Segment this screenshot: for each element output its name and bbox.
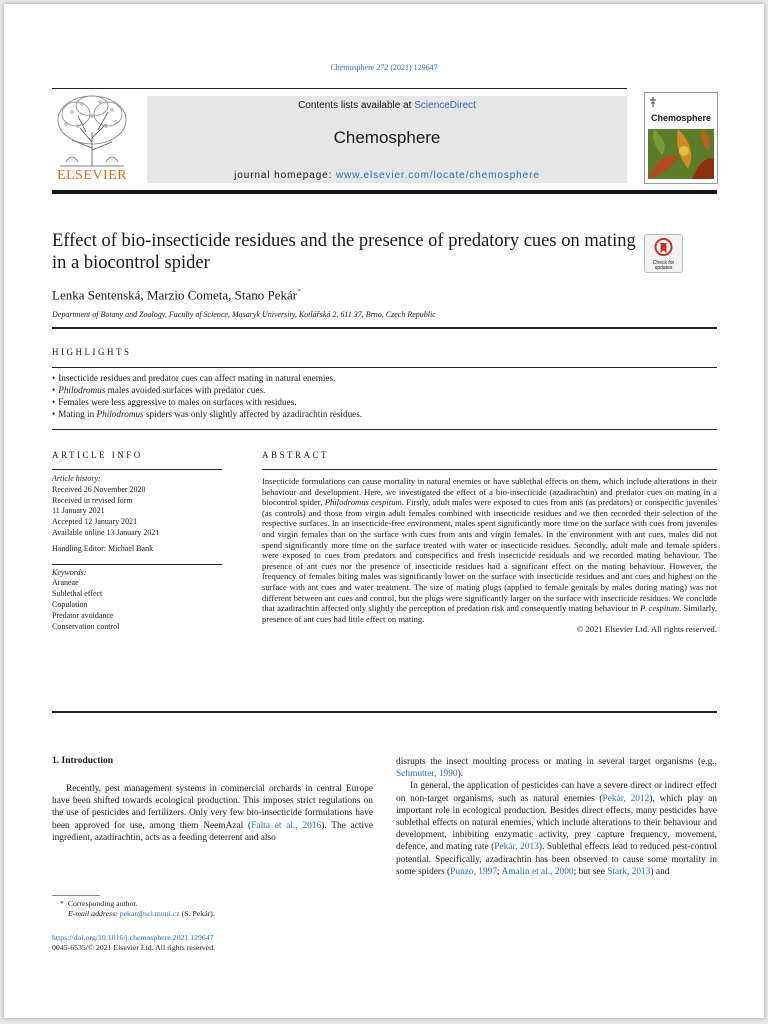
abstract-rule bbox=[262, 469, 717, 470]
article-page bbox=[4, 4, 764, 1018]
history-label: Article history: bbox=[52, 474, 101, 483]
highlight-item: • Insecticide residues and predator cues can affect mating in natural enemies. bbox=[52, 372, 717, 384]
homepage-prefix: journal homepage: bbox=[234, 170, 336, 181]
issn-line: 0045-6535/© 2021 Elsevier Ltd. All rights reserved. bbox=[52, 943, 216, 952]
abstract-heading: ABSTRACT bbox=[262, 450, 330, 460]
article-info-heading: ARTICLE INFO bbox=[52, 450, 143, 460]
check-for-updates-label: Check for updates bbox=[652, 260, 675, 271]
species-name: P. cespitum bbox=[640, 603, 680, 614]
author-list bbox=[52, 287, 301, 303]
highlight-item: • Philodromus males avoided surfaces with predator cues. bbox=[52, 384, 717, 396]
citation-link[interactable]: Stark, 2013 bbox=[607, 866, 651, 877]
journal-banner bbox=[147, 96, 627, 183]
citation-link[interactable]: Pekár, 2012 bbox=[602, 793, 650, 804]
homepage-line bbox=[147, 170, 627, 181]
citation-link[interactable]: Schmutter, 1990 bbox=[396, 769, 458, 780]
citation-link[interactable]: Amalin et al., 2000 bbox=[501, 866, 574, 877]
history-line: Received 26 November 2020 bbox=[52, 484, 146, 494]
footnote-text: Corresponding author. bbox=[67, 899, 138, 908]
introduction-heading: 1. Introduction bbox=[52, 756, 114, 766]
check-for-updates-badge[interactable] bbox=[644, 234, 683, 273]
cover-publisher-icon bbox=[648, 96, 658, 108]
keywords-rule bbox=[52, 564, 222, 565]
header-thick-rule bbox=[52, 190, 717, 194]
journal-reference-link[interactable]: Chemosphere 272 (2021) 129647 bbox=[330, 63, 438, 72]
highlight-item: • Females were less aggressive to males on surfaces with residues. bbox=[52, 396, 717, 408]
article-info-rule bbox=[52, 469, 222, 470]
author-names: Lenka Sentenská, Marzio Cometa, Stano Pekár bbox=[52, 287, 298, 303]
genus-name: Philodromus bbox=[58, 385, 106, 395]
highlights-top-rule bbox=[52, 367, 717, 368]
intro-paragraph: In general, the application of pesticides can have a severe direct or indirect effect on non-target organisms, such as natural enemies (Pekár, 2012), which play an important role in ecological production. Besides direct effects, many pesticides have sublethal effects on natural enemies, which include alterations to their behaviour and development, inhibiting enzymatic activity, prey capture frequency, movement, defence, and mating rate (Pekár, 2013). Sublethal effects lead to reduced pest-control potential. Specifically, azadirachtin has been observed to cause some mortality in some spiders (Punzo, 1997; Amalin et al., 2000; but see Stark, 2013) and bbox=[396, 781, 717, 877]
footnote-email-line bbox=[60, 909, 360, 919]
footnote-corresponding bbox=[60, 899, 360, 909]
citation-link[interactable]: Falta et al., 2016 bbox=[251, 820, 322, 831]
contents-line bbox=[147, 100, 627, 111]
title-bottom-rule bbox=[52, 327, 717, 329]
elsevier-tree-icon bbox=[52, 92, 132, 168]
keyword: Copulation bbox=[52, 599, 88, 609]
corresponding-author-mark[interactable]: * bbox=[297, 287, 302, 296]
bookmark-ribbon-icon bbox=[654, 238, 673, 258]
citation-link[interactable]: Pekár, 2013 bbox=[494, 842, 539, 853]
abstract-text: Insecticide formulations can cause mortality in natural enemies or have sublethal effects on them, which include alterations in their behaviour and development. Here, we investigated the effect of a bio-insecticide (azadirachtin) and predator cues on mating in a biocontrol spider, Philodromus cespitum. Firstly, adult males were exposed to cues from ants (as predators) or conspecific juveniles (as controls) and those from virgin adult females combined with insecticide residues and we then recorded their selection of the respective surfaces. In an insecticide-free environment, males spent significantly more time on the surface with cues from juveniles and virgin females than on the surface with cues from ants and virgin females. In the environment with ant cues, males did not spend significantly more time on the surface treated with water or insecticide residues. Secondly, adult male and female spiders were exposed to cues from predators and conspecifics and fresh insecticide residuals and we recorded mating behaviour. The presence of ant cues nor the presence of insecticide residues had a significant effect on the mating behaviour. However, the frequency of females biting males was significantly lower on the surface with insecticide residues and ant cues and highest on the surface with ant cues and water treatment. The size of mating plugs (applied to female genitals by males during mating) was not different between ant cues and control, but the plugs were significantly larger on the surface with insecticide residues. We conclude that azadirachtin affected only slightly the perception of predation risk and consequently mating behaviour in P. cespitum. Similarly, presence of ant cues had little effect on mating. bbox=[262, 476, 718, 624]
history-line: Accepted 12 January 2021 bbox=[52, 517, 138, 527]
highlights-list bbox=[52, 372, 717, 420]
intro-paragraph: Recently, pest management systems in commercial orchards in central Europe have been shifted towards ecological production. This imposes strict regulations on the use of pesticides and fertilizers. Only very few bio-insecticide formulations have been approved for use, among them NeemAzal (Falta et al., 2016). The active ingredient, azadirachtin, acts as a feeding deterrent and also bbox=[52, 784, 373, 843]
front-matter-bottom-rule bbox=[52, 711, 717, 713]
journal-name: Chemosphere bbox=[333, 128, 441, 147]
publisher-wordmark: ELSEVIER bbox=[56, 168, 128, 183]
history-line: Received in revised form bbox=[52, 495, 133, 505]
abstract-copyright: © 2021 Elsevier Ltd. All rights reserved. bbox=[576, 624, 717, 635]
introduction-right-column bbox=[396, 756, 717, 878]
intro-continued-text: disrupts the insect moulting process or mating in several target organisms (e.g., Schmutter, 1990). bbox=[396, 757, 717, 780]
author-email-link[interactable]: pekar@sci.muni.cz bbox=[119, 909, 180, 918]
footer bbox=[52, 933, 215, 953]
genus-name: Philodromus bbox=[96, 409, 144, 419]
keyword: Predator avoidance bbox=[52, 610, 114, 620]
keywords-label: Keywords: bbox=[52, 567, 87, 577]
contents-prefix: Contents lists available at bbox=[298, 100, 415, 111]
introduction-left-column bbox=[52, 783, 373, 844]
cover-title: Chemosphere bbox=[650, 113, 712, 123]
highlight-item: • Mating in Philodromus spiders was only slightly affected by azadirachtin residues. bbox=[52, 408, 717, 420]
footnote bbox=[60, 899, 360, 919]
journal-cover-thumbnail[interactable] bbox=[644, 92, 718, 184]
article-info bbox=[52, 474, 222, 632]
footnote-rule bbox=[52, 895, 100, 896]
elsevier-logo bbox=[52, 92, 132, 184]
history-line: Available online 13 January 2021 bbox=[52, 527, 160, 537]
article-title: Effect of bio-insecticide residues and the presence of predatory cues on mating in a biocontrol spider bbox=[52, 231, 636, 273]
cover-image bbox=[648, 129, 714, 180]
highlights-heading: HIGHLIGHTS bbox=[52, 347, 132, 357]
keyword: Araneae bbox=[52, 578, 79, 588]
keyword: Conservation control bbox=[52, 621, 120, 631]
header-top-rule bbox=[52, 88, 627, 89]
highlights-bottom-rule bbox=[52, 429, 717, 430]
author-affiliation: Department of Botany and Zoology, Faculty of Science, Masaryk University, Kotlářská 2, 611 37, Brno, Czech Republic bbox=[52, 310, 436, 319]
sciencedirect-link[interactable]: ScienceDirect bbox=[414, 100, 476, 111]
email-suffix: (S. Pekár). bbox=[181, 909, 215, 918]
history-line: 11 January 2021 bbox=[52, 506, 105, 516]
doi-link[interactable]: https://doi.org/10.1016/j.chemosphere.2021.129647 bbox=[52, 933, 214, 942]
cover-leaves-illustration bbox=[648, 129, 714, 179]
keyword: Sublethal effect bbox=[52, 589, 103, 599]
abstract-body bbox=[262, 476, 717, 635]
citation-link[interactable]: Punzo, 1997 bbox=[450, 866, 498, 877]
email-label: E-mail address: bbox=[68, 909, 118, 918]
handling-editor: Handling Editor: Michael Bank bbox=[52, 543, 154, 553]
species-name: Philodromus cespitum bbox=[324, 497, 402, 508]
footnote-mark: * bbox=[60, 899, 64, 908]
journal-homepage-link[interactable]: www.elsevier.com/locate/chemosphere bbox=[336, 170, 540, 181]
